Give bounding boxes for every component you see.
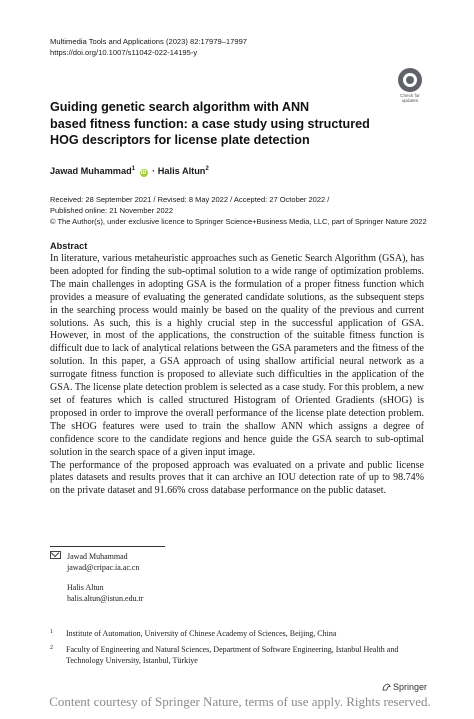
abstract-paragraph: In literature, various metaheuristic approaches such as Genetic Search Algorithm (GSA), has been adopted for finding the sub-optimal solution to a wide range of optimization problems. The main challenges in adopting GSA is the formulation of a proper fitness function which provides a measure of evaluating the generated candidate solutions, as the subsequent steps in the searching process would mainly be based on the quality of the previous and current solutions. As such, this is a highly crucial step in the successful application of GSA. However, in most of the applications, the construction of the suitable fitness function is difficult due to lack of analytical relations between the GSA parameters and the fitness of the solution. In this paper, a GSA approach of using shallow artificial neural network as a surrogate fitness function is proposed to alleviate such difficulties in the application of the GSA. The license plate detection problem is selected as a case study. For this problem, a new set of features which is called structured Histogram of Oriented Gradients (sHOG) is proposed in order to improve the overall performance of the license plate detection problem. The sHOG features were used to train the shallow ANN which assigns a degree of confidence score to the candidate regions and hence guide the GSA search to sub-optimal solution in the search space of a given input image. bbox=[50, 253, 424, 458]
affiliation-text: Faculty of Engineering and Natural Sciences, Department of Software Engineering, Istanbul Health and Technology University, Istanbul, Türkiye bbox=[66, 645, 399, 665]
affiliation-item bbox=[50, 645, 430, 666]
orcid-icon[interactable]: iD bbox=[140, 170, 147, 176]
published-online: Published online: 21 November 2022 bbox=[50, 206, 173, 215]
affiliation-text: Institute of Automation, University of Chinese Academy of Sciences, Beijing, China bbox=[66, 629, 337, 638]
badge-label-line1: Check for bbox=[400, 93, 420, 98]
journal-header bbox=[50, 36, 370, 58]
title-line-3: HOG descriptors for license plate detection bbox=[50, 133, 310, 147]
journal-citation: Multimedia Tools and Applications (2023) 82:17979–17997 bbox=[50, 37, 248, 46]
check-for-updates-badge[interactable] bbox=[394, 68, 426, 106]
doi-link[interactable]: https://doi.org/10.1007/s11042-022-14195-y bbox=[50, 48, 198, 57]
correspondent-name: Halis Altun bbox=[67, 583, 104, 593]
paper-title bbox=[50, 99, 380, 149]
affiliation-number: 2 bbox=[50, 645, 53, 651]
author-name[interactable]: Jawad Muhammad bbox=[50, 166, 132, 176]
author-affiliation-mark: 2 bbox=[205, 166, 209, 172]
affiliation-item bbox=[50, 629, 430, 640]
author-affiliation-mark: 1 bbox=[131, 166, 136, 172]
abstract-body bbox=[50, 253, 424, 498]
correspondent-email[interactable]: jawad@cripac.ia.ac.cn bbox=[67, 562, 140, 572]
title-line-2: based fitness function: a case study using structured bbox=[50, 116, 370, 131]
footnote-divider bbox=[50, 546, 165, 547]
badge-label-line2: updates bbox=[401, 98, 419, 104]
copyright-line: © The Author(s), under exclusive licence to Springer Science+Business Media, LLC, part of Springer Nature 2022 bbox=[50, 217, 427, 226]
affiliation-number: 1 bbox=[50, 629, 53, 635]
abstract-paragraph: The performance of the proposed approach was evaluated on a private and public license plates datasets and results proves that it can archive an IOU detection rate of up to 98.74% on the private dataset and 91.66% cross database performance on the public dataset. bbox=[50, 459, 424, 497]
check-for-updates-icon bbox=[398, 68, 422, 92]
publisher-logo bbox=[382, 682, 427, 692]
abstract-heading: Abstract bbox=[50, 241, 88, 251]
envelope-icon bbox=[50, 551, 61, 559]
author-name[interactable]: Halis Altun bbox=[157, 166, 206, 176]
correspondent-email[interactable]: halis.altun@istun.edu.tr bbox=[67, 594, 144, 604]
correspondence-block bbox=[50, 551, 143, 605]
correspondent-name: Jawad Muhammad bbox=[67, 552, 128, 561]
springer-horse-icon bbox=[382, 683, 391, 691]
publisher-name: Springer bbox=[393, 682, 428, 692]
author-list bbox=[50, 166, 209, 177]
history-dates: Received: 28 September 2021 / Revised: 8 May 2022 / Accepted: 27 October 2022 / bbox=[50, 195, 330, 204]
copyright-watermark: Content courtesy of Springer Nature, terms of use apply. Rights reserved. bbox=[49, 694, 431, 709]
title-line-1: Guiding genetic search algorithm with ANN bbox=[50, 100, 310, 114]
author-separator: · bbox=[152, 166, 156, 176]
publication-dates bbox=[50, 194, 430, 227]
